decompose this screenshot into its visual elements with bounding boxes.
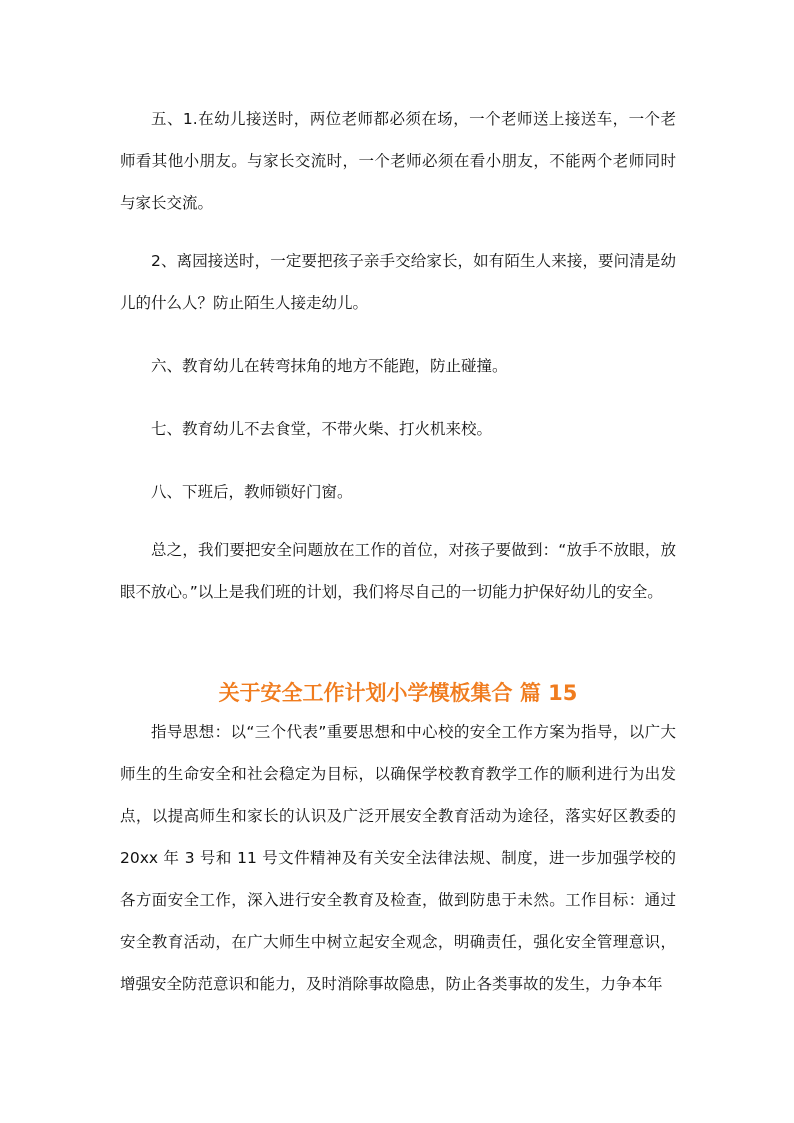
- paragraph-item-5-1: 五、1.在幼儿接送时，两位老师都必须在场，一个老师送上接送车，一个老师看其他小朋友。与家长交流时，一个老师必须在看小朋友，不能两个老师同时与家长交流。: [120, 110, 676, 212]
- paragraph-item-5-2: 2、离园接送时，一定要把孩子亲手交给家长，如有陌生人来接，要问清是幼儿的什么人？防止陌生人接走幼儿。: [120, 252, 676, 312]
- section-heading: 关于安全工作计划小学模板集合 篇 15: [218, 681, 578, 705]
- paragraph-item-8: 八、下班后，教师锁好门窗。: [151, 483, 353, 501]
- paragraph-item-7: 七、教育幼儿不去食堂，不带火柴、打火机来校。: [151, 420, 493, 438]
- paragraph-conclusion: 总之，我们要把安全问题放在工作的首位，对孩子要做到：“放手不放眼，放眼不放心。”以上是我们班的计划，我们将尽自己的一切能力护保好幼儿的安全。: [120, 541, 676, 601]
- paragraph-item-6: 六、教育幼儿在转弯抹角的地方不能跑，防止碰撞。: [151, 357, 508, 375]
- paragraph-guiding-principle: 指导思想：以“三个代表”重要思想和中心校的安全工作方案为指导，以广大师生的生命安全和社会稳定为目标，以确保学校教育教学工作的顺利进行为出发点，以提高师生和家长的认识及广泛开展安全教育活动为途径，落实好区教委的 20xx 年 3 号和 11 号文件精神及有关安全法律法规、制度，进一步加强学校的各方面安全工作，深入进行安全教育及检查，做到防患于未然。工作目标：通过安全教育活动，在广大师生中树立起安全观念，明确责任，强化安全管理意识，增强安全防范意识和能力，及时消除事故隐患，防止各类事故的发生，力争本年: [120, 723, 676, 993]
